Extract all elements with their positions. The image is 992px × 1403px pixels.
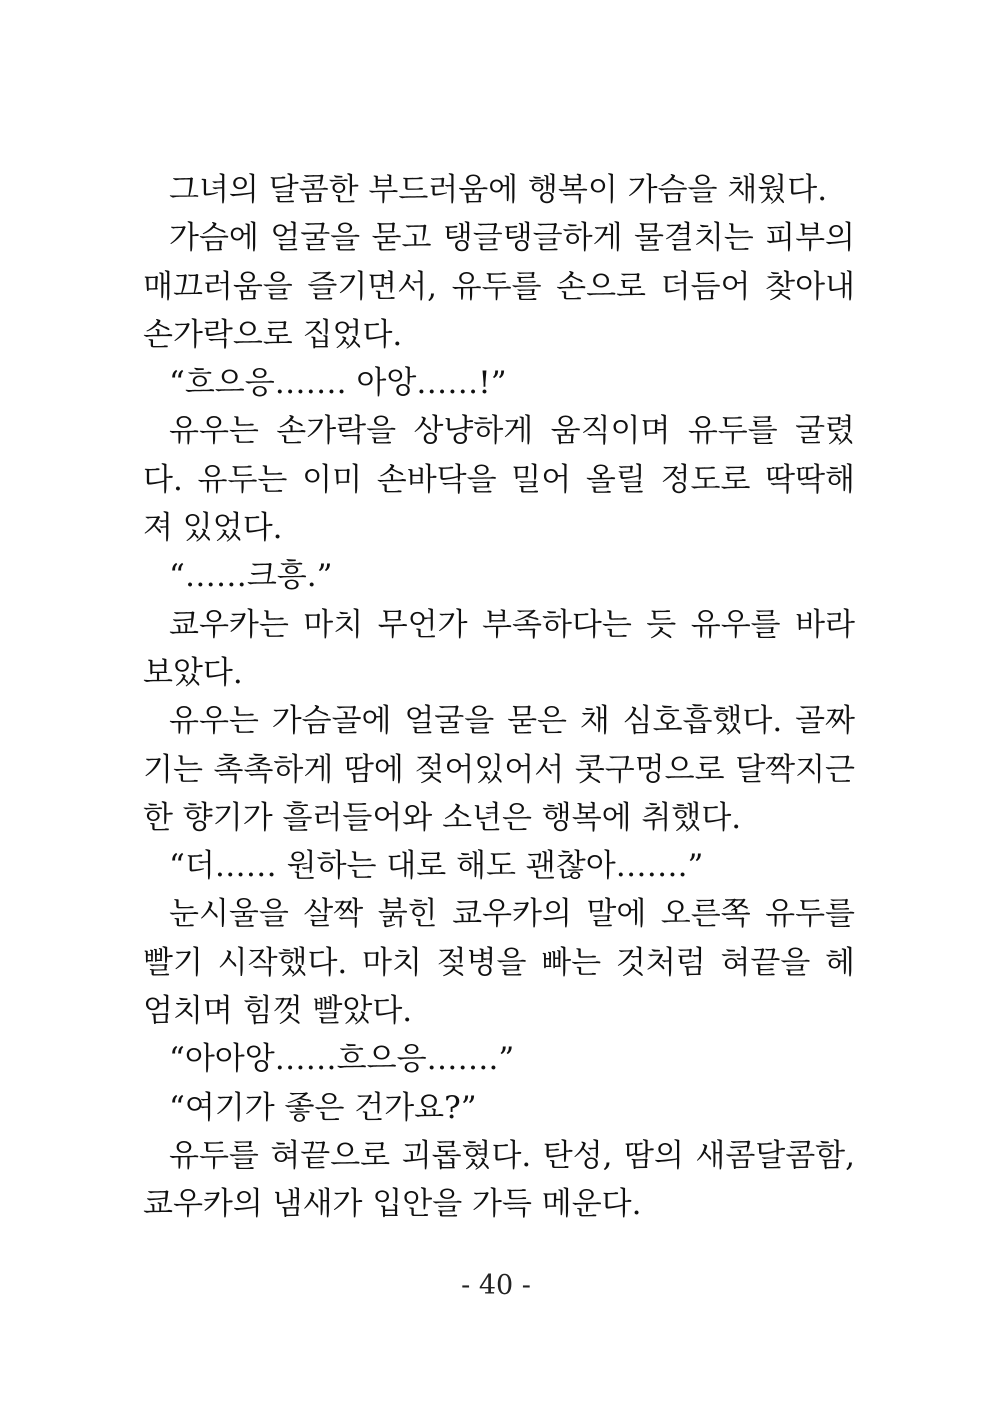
text-line: 다. 유두는 이미 손바닥을 밀어 올릴 정도로 딱딱해 — [143, 461, 855, 498]
text-line: 엄치며 힘껏 빨았다. — [143, 993, 413, 1030]
text-line: 기는 촉촉하게 땀에 젖어있어서 콧구멍으로 달짝지근 — [143, 751, 855, 788]
text-line: 매끄러움을 즐기면서, 유두를 손으로 더듬어 찾아내 — [143, 268, 855, 305]
text-line: 쿄우카는 마치 무언가 부족하다는 듯 유우를 바라 — [169, 606, 855, 643]
text-line: 져 있었다. — [143, 510, 283, 547]
text-line: 손가락으로 집었다. — [143, 316, 403, 353]
dialogue-line: “흐으응……. 아앙……!” — [169, 365, 507, 402]
body-text — [143, 166, 855, 1229]
text-line: 쿄우카의 냄새가 입안을 가득 메운다. — [143, 1186, 642, 1223]
text-line: 유두를 혀끝으로 괴롭혔다. 탄성, 땀의 새콤달콤함, — [169, 1137, 855, 1174]
text-line: 한 향기가 흘러들어와 소년은 행복에 취했다. — [143, 799, 742, 836]
text-line: 보았다. — [143, 654, 243, 691]
dialogue-line: “여기가 좋은 건가요?” — [169, 1089, 477, 1126]
text-line: 유우는 가슴골에 얼굴을 묻은 채 심호흡했다. 골짜 — [169, 703, 855, 740]
text-line: 눈시울을 살짝 붉힌 쿄우카의 말에 오른쪽 유두를 — [169, 896, 855, 933]
dialogue-line: “……크흥.” — [169, 558, 333, 595]
dialogue-line: “더…… 원하는 대로 해도 괜찮아…….” — [169, 848, 704, 885]
text-line: 유우는 손가락을 상냥하게 움직이며 유두를 굴렸 — [169, 413, 855, 450]
text-line: 빨기 시작했다. 마치 젖병을 빠는 것처럼 혀끝을 헤 — [143, 944, 855, 981]
text-line: 가슴에 얼굴을 묻고 탱글탱글하게 물결치는 피부의 — [169, 220, 855, 257]
page-number: - 40 - — [461, 1270, 531, 1301]
dialogue-line: “아아앙……흐으응…….” — [169, 1041, 515, 1078]
text-line: 그녀의 달콤한 부드러움에 행복이 가슴을 채웠다. — [169, 172, 828, 208]
